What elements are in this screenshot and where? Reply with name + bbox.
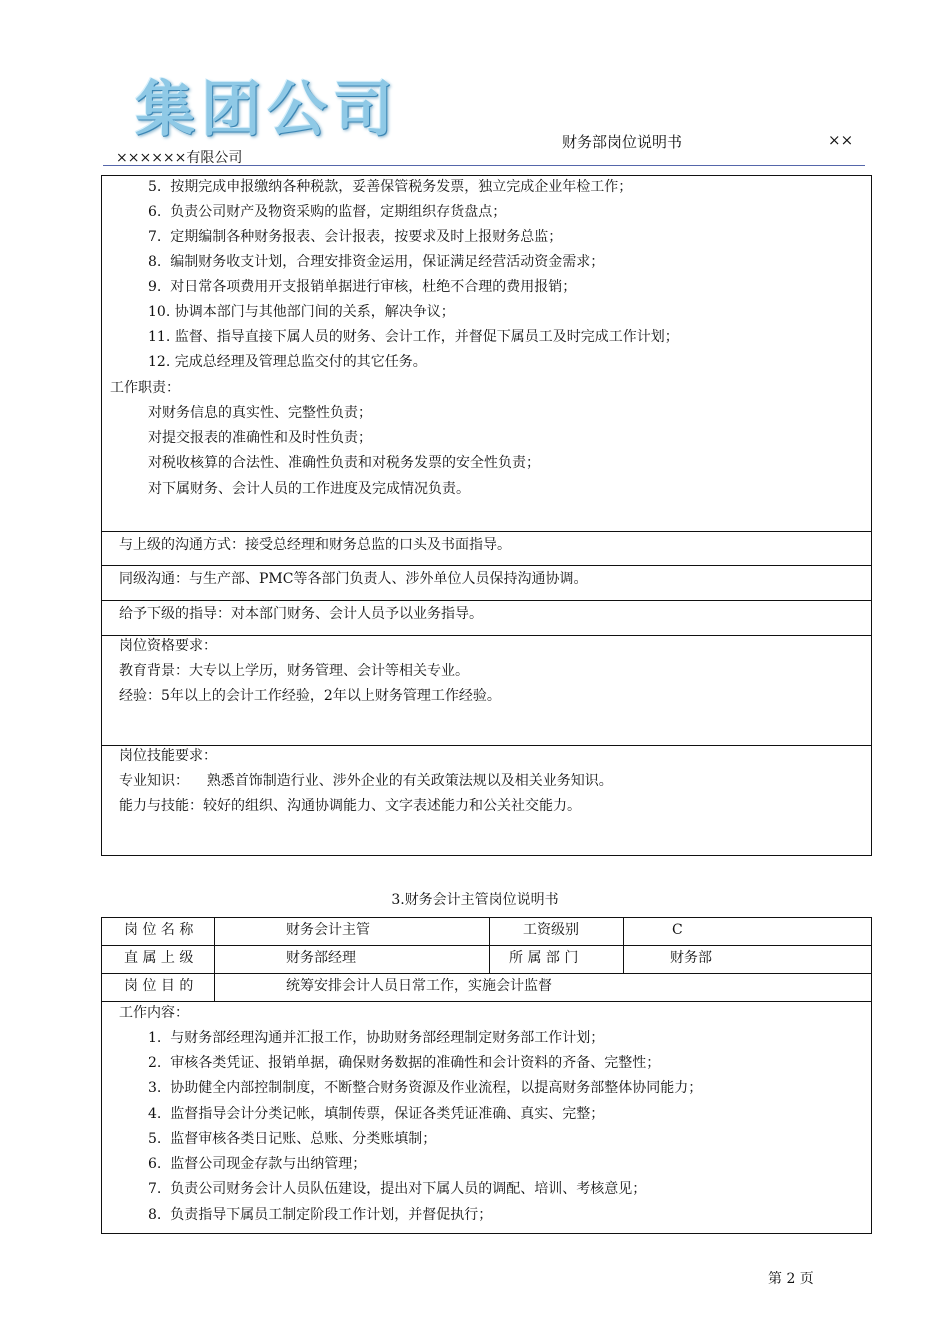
- company-logo: 集团公司: [135, 75, 399, 145]
- duty-item: 10. 协调本部门与其他部门间的关系，解决争议；: [148, 304, 455, 320]
- duty-item: 1. 与财务部经理沟通并汇报工作，协助财务部经理制定财务部工作计划；: [148, 1030, 605, 1046]
- responsibility-item: 对财务信息的真实性、完整性负责；: [148, 405, 372, 421]
- salary-level-label: 工资级别: [523, 922, 579, 938]
- table-divider: [102, 945, 871, 946]
- responsibility-item: 对提交报表的准确性和及时性负责；: [148, 430, 372, 446]
- education-requirement: 教育背景：大专以上学历，财务管理、会计等相关专业。: [119, 663, 469, 679]
- table-divider: [102, 1001, 871, 1002]
- direct-superior-label: 直 属 上 级: [124, 950, 194, 966]
- header-rule: [103, 165, 865, 166]
- page-number: 第 2 页: [768, 1271, 814, 1287]
- job-description-table-2: [101, 917, 872, 1234]
- job-description-table-1: [101, 175, 872, 856]
- responsibility-heading: 工作职责：: [110, 380, 180, 396]
- table-divider: [102, 973, 871, 974]
- peer-communication: 同级沟通：与生产部、PMC等各部门负责人、涉外单位人员保持沟通协调。: [119, 571, 588, 587]
- upper-communication: 与上级的沟通方式：接受总经理和财务总监的口头及书面指导。: [119, 537, 511, 553]
- duty-item: 2. 审核各类凭证、报销单据，确保财务数据的准确性和会计资料的齐备、完整性；: [148, 1055, 661, 1071]
- qualification-heading: 岗位资格要求：: [119, 638, 217, 654]
- table-divider: [102, 635, 871, 636]
- department-label: 所 属 部 门: [509, 950, 579, 966]
- experience-requirement: 经验：5年以上的会计工作经验，2年以上财务管理工作经验。: [119, 688, 501, 704]
- professional-knowledge: 专业知识： 熟悉首饰制造行业、涉外企业的有关政策法规以及相关业务知识。: [119, 773, 613, 789]
- responsibility-item: 对下属财务、会计人员的工作进度及完成情况负责。: [148, 481, 470, 497]
- duty-item: 5. 按期完成申报缴纳各种税款，妥善保管税务发票，独立完成企业年检工作；: [148, 179, 633, 195]
- table-column-divider: [214, 918, 215, 1001]
- department-value: 财务部: [670, 950, 712, 966]
- position-purpose-value: 统筹安排会计人员日常工作，实施会计监督: [286, 978, 552, 994]
- duty-item: 8. 编制财务收支计划，合理安排资金运用，保证满足经营活动资金需求；: [148, 254, 605, 270]
- duty-item: 4. 监督指导会计分类记帐，填制传票，保证各类凭证准确、真实、完整；: [148, 1106, 605, 1122]
- duty-item: 5. 监督审核各类日记账、总账、分类账填制；: [148, 1131, 437, 1147]
- lower-guidance: 给予下级的指导：对本部门财务、会计人员予以业务指导。: [119, 606, 483, 622]
- duty-item: 7. 负责公司财务会计人员队伍建设，提出对下属人员的调配、培训、考核意见；: [148, 1181, 647, 1197]
- responsibility-item: 对税收核算的合法性、准确性负责和对税务发票的安全性负责；: [148, 455, 540, 471]
- table-column-divider: [489, 918, 490, 973]
- ability-requirement: 能力与技能：较好的组织、沟通协调能力、文字表述能力和公关社交能力。: [119, 798, 581, 814]
- table-divider: [102, 531, 871, 532]
- duty-item: 12. 完成总经理及管理总监交付的其它任务。: [148, 354, 427, 370]
- duty-item: 8. 负责指导下属员工制定阶段工作计划，并督促执行；: [148, 1207, 493, 1223]
- duty-item: 3. 协助健全内部控制制度，不断整合财务资源及作业流程，以提高财务部整体协同能力；: [148, 1080, 703, 1096]
- duty-item: 11. 监督、指导直接下属人员的财务、会计工作，并督促下属员工及时完成工作计划；: [148, 329, 679, 345]
- work-content-heading: 工作内容：: [119, 1005, 189, 1021]
- table-column-divider: [623, 918, 624, 973]
- table-divider: [102, 565, 871, 566]
- duty-item: 9. 对日常各项费用开支报销单据进行审核，杜绝不合理的费用报销；: [148, 279, 577, 295]
- skill-heading: 岗位技能要求：: [119, 748, 217, 764]
- table-divider: [102, 600, 871, 601]
- table-divider: [102, 745, 871, 746]
- company-name: ××××××有限公司: [116, 150, 243, 166]
- duty-item: 7. 定期编制各种财务报表、会计报表，按要求及时上报财务总监；: [148, 229, 563, 245]
- direct-superior-value: 财务部经理: [286, 950, 356, 966]
- duty-item: 6. 监督公司现金存款与出纳管理；: [148, 1156, 367, 1172]
- position-name-label: 岗 位 名 称: [124, 922, 194, 938]
- document-title: 财务部岗位说明书: [562, 133, 683, 151]
- position-purpose-label: 岗 位 目 的: [124, 978, 194, 994]
- position-name-value: 财务会计主管: [286, 922, 370, 938]
- salary-level-value: C: [672, 922, 683, 938]
- duty-item: 6. 负责公司财产及物资采购的监督，定期组织存货盘点；: [148, 204, 507, 220]
- document-mark: ××: [828, 131, 854, 149]
- section-title: 3.财务会计主管岗位说明书: [391, 892, 559, 908]
